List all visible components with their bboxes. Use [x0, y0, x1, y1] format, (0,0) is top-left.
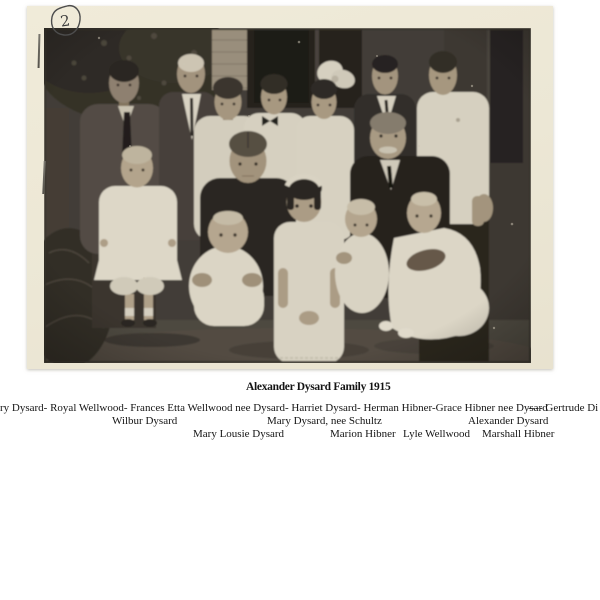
caption-name-alexander: Alexander Dysard — [468, 415, 549, 427]
caption-name-marion: Marion Hibner — [330, 428, 396, 440]
page-marker-circle — [46, 3, 86, 41]
caption-title: Alexander Dysard Family 1915 — [246, 381, 391, 393]
marker-number: 2 — [59, 11, 72, 31]
caption-name-lyle: Lyle Wellwood — [403, 428, 471, 440]
caption-row1: ry Dysard- Royal Wellwood- Frances Etta Wellwood nee Dysard- Harriet Dysard- Herman Hibner-Grace Hibner nee Dysard — [0, 402, 548, 414]
caption-name-wilbur: Wilbur Dysard — [112, 415, 178, 427]
caption-name-mary-lousie: Mary Lousie Dysard — [193, 428, 285, 440]
family-photograph — [44, 28, 531, 363]
caption-row1-tail: ---- Gertrude Di — [528, 402, 599, 414]
photo-paper — [27, 6, 553, 369]
caption-name-mary-schultz: Mary Dysard, nee Schultz — [267, 415, 382, 427]
photo-vignette — [44, 28, 531, 363]
caption-name-marshall: Marshall Hibner — [482, 428, 555, 440]
